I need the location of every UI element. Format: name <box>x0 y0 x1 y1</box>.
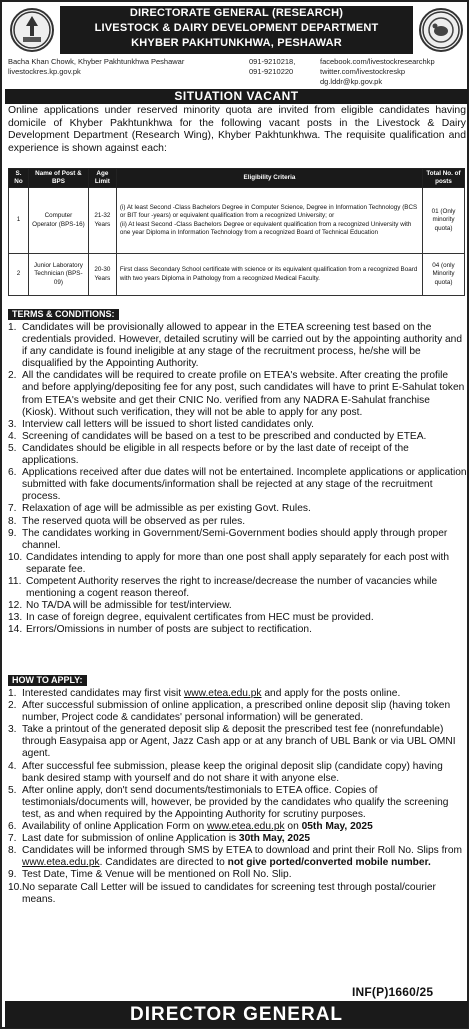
terms-heading: TERMS & CONDITIONS: <box>8 309 119 320</box>
term-text: All the candidates will be required to create profile on ETEA's website. After creating the profile and before applying/depositing fee for any post, such candidates will have to print E-Sahulat token from ETEA's website and get their CNIC No. verified from any NADRA E-Sahulat franchise (Kiosk). Without such verification, they will not be able to apply for any post. <box>22 370 465 418</box>
cell-sno: 1 <box>9 188 29 254</box>
term-number: 3. <box>8 418 17 430</box>
term-text: Competent Authority reserves the right to increase/decrease the number of vacancies while mentioning a cogent reason thereof. <box>26 575 438 600</box>
cell-age: 21-32 Years <box>88 188 116 254</box>
apply-step-text: Candidates will be informed through SMS by ETEA to download and print their Roll No. Slips from <box>22 845 462 857</box>
col-header-sno: S. No <box>9 169 29 188</box>
director-general-signature-band: DIRECTOR GENERAL <box>5 1001 468 1028</box>
cell-post: Computer Operator (BPS-16) <box>28 188 88 254</box>
cell-sno: 2 <box>9 254 29 296</box>
apply-step-text: After online apply, don't send documents/testimonials to ETEA office. Copies of testimonials/documents will, however, be provided by the candidates who qualify the screening test, as and when required by the Appointing Authority for scrutiny purposes. <box>22 784 449 820</box>
term-number: 5. <box>8 442 17 454</box>
reference-number: INF(P)1660/25 <box>352 985 434 999</box>
header-line-directorate: DIRECTORATE GENERAL (RESEARCH) <box>129 7 344 19</box>
etea-website-link[interactable]: www.etea.edu.pk <box>207 821 285 833</box>
contact-phone-block <box>249 57 295 77</box>
term-text: Relaxation of age will be admissible as per existing Govt. Rules. <box>22 503 311 515</box>
apply-step-text: After successful submission of online application, a prescribed online deposit slip (having token number, Project code & candidates' personal information) will be generated. <box>22 700 451 724</box>
col-header-post: Name of Post & BPS <box>28 169 88 188</box>
cell-post: Junior Laboratory Technician (BPS-09) <box>28 254 88 296</box>
apply-step-text: Interested candidates may first visit <box>22 688 184 699</box>
apply-step-text: Test Date, Time & Venue will be mentioned on Roll No. Slip. <box>22 869 292 881</box>
term-number: 14. <box>8 624 23 636</box>
how-to-apply-heading: HOW TO APPLY: <box>8 675 87 686</box>
term-number: 11. <box>8 575 22 587</box>
term-number: 10. <box>8 551 23 563</box>
term-number: 12. <box>8 600 23 612</box>
office-address: Bacha Khan Chowk, Khyber Pakhtunkhwa Peshawar <box>8 57 185 66</box>
vacancy-table <box>8 168 465 296</box>
livestock-department-logo <box>419 8 463 52</box>
term-number: 13. <box>8 612 23 624</box>
apply-step-text: . Candidates are directed to <box>99 857 228 869</box>
list-item <box>8 576 467 600</box>
col-header-posts: Total No. of posts <box>423 169 465 188</box>
cell-posts: 01 (Only minority quota) <box>423 188 465 254</box>
header-line-department: LIVESTOCK & DAIRY DEVELOPMENT DEPARTMENT <box>94 22 379 34</box>
term-text: Candidates intending to apply for more than one post shall apply separately for each post with separate fee. <box>26 551 450 575</box>
list-item <box>8 443 467 467</box>
term-number: 2. <box>8 370 17 382</box>
cell-criteria: First class Secondary School certificate with science or its equivalent qualification from a recognized Board with two years Diploma in Pathology from a recognized Medical Faculty. <box>116 254 422 296</box>
list-item: 10. No separate Call Letter will be issued to candidates for screening test through postal/courier means. <box>8 881 436 905</box>
list-item: 3. Take a printout of the generated deposit slip & deposit the prescribed test fee (nonrefundable) through Easypaisa app or Agent, Jazz Cash app or at any branch of UBL Bank or via UBL OMNI agent. <box>8 724 456 760</box>
list-item <box>8 600 467 612</box>
facebook-link[interactable]: facebook.com/livestockresearchkp <box>320 57 435 66</box>
list-item <box>8 624 467 636</box>
phone-number-2: 091-9210220 <box>249 67 294 76</box>
intro-paragraph: Online applications under reserved minority quota are invited from eligible candidates having domicile of Khyber Pakhtunkhwa for the following vacant posts in the Livestock & Dairy Development Department (Research Wing), Khyber Pakhtunkhwa. The requisite qualification and experience is shown against each: <box>8 105 466 154</box>
cell-age: 20-30 Years <box>88 254 116 296</box>
contact-address-block <box>8 57 184 77</box>
office-website[interactable]: livestockres.kp.gov.pk <box>8 67 81 76</box>
header-line-location: KHYBER PAKHTUNKHWA, PESHAWAR <box>131 37 342 49</box>
list-item <box>8 528 467 552</box>
cell-criteria: (i) At least Second -Class Bachelors Degree in Computer Science, Degree in Information Technology (BCS or BIT four -years) or equivalent qualification from a recognized University; or (ii) At least Second -Class Bachelors Degree or equivalent qualification from a recognized University with one year Diploma in Information Technology from a recognized Board of Technical Education <box>116 188 422 254</box>
situation-vacant-heading: SITUATION VACANT <box>5 89 468 104</box>
col-header-criteria: Eligibility Criteria <box>116 169 422 188</box>
email-link[interactable]: dg.lddr@kp.gov.pk <box>320 77 383 86</box>
twitter-link[interactable]: twitter.com/livestockreskp <box>320 67 406 76</box>
list-item <box>8 431 467 443</box>
apply-step-text: Take a printout of the generated deposit slip & deposit the prescribed test fee (nonrefundable) through Easypaisa app or Agent, Jazz Cash app or at any branch of UBL Bank or via UBL OMNI agent. <box>22 724 456 760</box>
table-row <box>9 254 465 296</box>
list-item <box>8 503 467 515</box>
term-number: 4. <box>8 430 17 442</box>
list-item <box>8 467 467 503</box>
term-text: Candidates will be provisionally allowed to appear in the ETEA screening test based on the credentials provided. However, detailed scrutiny will be carried out by the appointing authority and if any candidate is found ineligible at any stage of the recruitment process, he/she will be disqualified by the Appointing Authority. <box>22 322 463 370</box>
how-to-apply-list <box>8 688 467 906</box>
term-text: Screening of candidates will be based on a test to be prescribed and conducted by ETEA. <box>22 430 427 442</box>
list-item <box>8 419 467 431</box>
term-text: Candidates should be eligible in all respects before or by the last date of receipt of the applications. <box>22 442 409 467</box>
mobile-number-warning: not give ported/converted mobile number. <box>227 857 431 869</box>
table-header-row <box>9 169 465 188</box>
term-text: Interview call letters will be issued to short listed candidates only. <box>22 418 314 430</box>
term-number: 1. <box>8 322 17 333</box>
list-item: 4. After successful fee submission, please keep the original deposit slip (candidate copy) having bank desired stamp with yourself and do not share it with anyone else. <box>8 760 443 784</box>
term-text: In case of foreign degree, equivalent certificates from HEC must be provided. <box>26 612 374 624</box>
list-item: 5. After online apply, don't send documents/testimonials to ETEA office. Copies of testimonials/documents will, however, be provided by the candidates who qualify the screening test, as and when required by the Appointing Authority for scrutiny purposes. <box>8 784 449 820</box>
term-number: 7. <box>8 503 17 515</box>
term-text: The reserved quota will be observed as per rules. <box>22 515 246 527</box>
term-number: 8. <box>8 515 17 527</box>
term-text: Errors/Omissions in number of posts are subject to rectification. <box>26 624 312 636</box>
list-item: 7. Last date for submission of online Application is 30th May, 2025 <box>8 833 311 845</box>
table-row <box>9 188 465 254</box>
terms-list <box>8 322 467 636</box>
list-item <box>8 552 467 576</box>
term-number: 9. <box>8 527 17 539</box>
list-item: 9. Test Date, Time & Venue will be mentioned on Roll No. Slip. <box>8 869 292 881</box>
availability-date: 05th May, 2025 <box>301 821 373 833</box>
list-item <box>8 612 467 624</box>
apply-step-text: and apply for the posts online. <box>261 688 401 699</box>
apply-step-text: No separate Call Letter will be issued to candidates for screening test through postal/courier means. <box>22 881 436 905</box>
list-item <box>8 322 467 370</box>
term-text: Applications received after due dates will not be entertained. Incomplete applications or application submitted with fake documents/information shall be rejected at any stage of the recruitment process. <box>22 467 467 503</box>
term-text: The candidates working in Government/Semi-Government bodies should apply through proper channel. <box>22 527 448 551</box>
list-item: 6. Availability of online Application Form on www.etea.edu.pk on 05th May, 2025 <box>8 821 373 833</box>
last-date: 30th May, 2025 <box>238 833 311 845</box>
list-item: 2. After successful submission of online application, a prescribed online deposit slip (having token number, Project code & candidates' personal information) will be generated. <box>8 700 451 724</box>
list-item <box>8 370 467 418</box>
apply-step-text: Last date for submission of online Application is <box>22 833 239 845</box>
kp-government-logo <box>10 8 54 52</box>
etea-website-link[interactable]: www.etea.edu.pk <box>183 688 262 699</box>
list-item: 8. Candidates will be informed through SMS by ETEA to download and print their Roll No. Slips from www.etea.edu.pk. Candidates are directed to not give ported/converted mobile number. <box>8 845 462 869</box>
header-banner <box>60 6 413 54</box>
apply-step-text: Availability of online Application Form on <box>22 821 207 833</box>
term-number: 6. <box>8 467 17 479</box>
cell-posts: 04 (only Minority quota) <box>423 254 465 296</box>
apply-step-text: on <box>284 821 302 833</box>
list-item: 1. Interested candidates may first visit www.etea.edu.pk and apply for the posts online. <box>8 688 401 699</box>
term-text: No TA/DA will be admissible for test/interview. <box>26 600 232 612</box>
list-item <box>8 516 467 528</box>
etea-website-link[interactable]: www.etea.edu.pk <box>22 857 100 869</box>
phone-number-1: 091-9210218, <box>249 57 296 66</box>
apply-step-text: After successful fee submission, please keep the original deposit slip (candidate copy) having bank desired stamp with yourself and do not share it with anyone else. <box>22 760 443 784</box>
col-header-age: Age Limit <box>88 169 116 188</box>
contact-social-block <box>320 57 435 87</box>
